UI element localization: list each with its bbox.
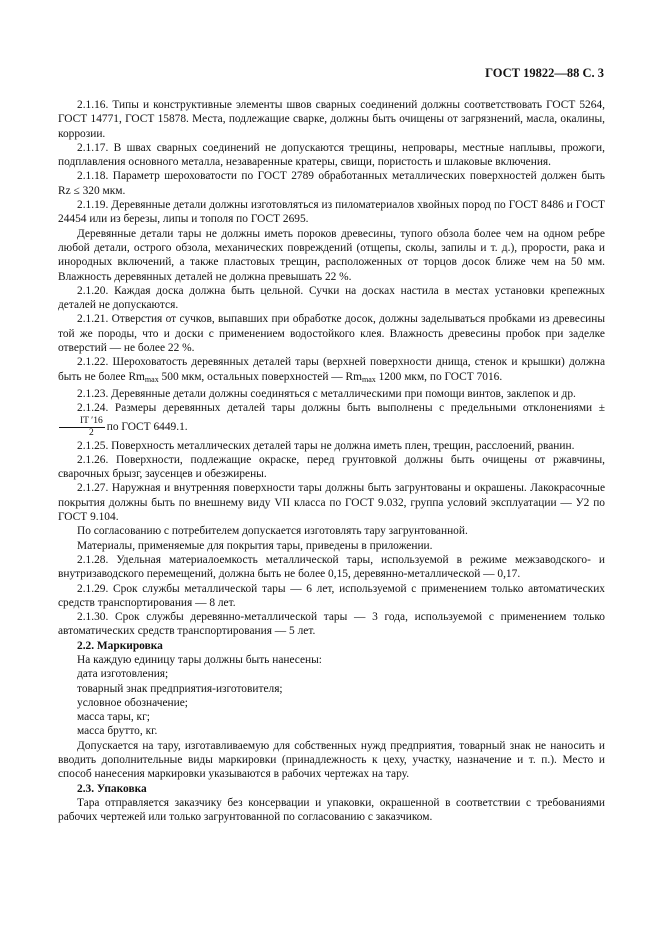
clause-2-1-22-text-1: 2.1.22. Шероховатость деревянных деталей тары (верхней поверхности днища, стенок и крышки) должна быть не более Rm — [58, 356, 605, 383]
clause-2-1-24-standard: по ГОСТ 6449.1. — [106, 420, 188, 433]
document-body — [58, 98, 605, 825]
marking-item: товарный знак предприятия-изготовителя; — [77, 682, 283, 695]
max-subscript: max — [361, 374, 376, 384]
clause-2-1-22 — [58, 355, 605, 387]
marking-item: масса тары, кг; — [77, 711, 150, 724]
fraction-numerator: IT ′16 — [59, 416, 105, 428]
clause-2-1-27-primed-option: По согласованию с потребителем допускается изготовлять тару загрунтованной. — [77, 525, 468, 538]
clause-2-1-21: 2.1.21. Отверстия от сучков, выпавших при обработке досок, должны заделываться пробками из древесины той же породы, что и доски с применением водостойкого клея. Влажность древесины пробок при заделке отверстий — не более 22 %. — [58, 313, 605, 355]
clause-2-1-19-defects: Деревянные детали тары не должны иметь пороков древесины, тупого обзола более чем на одном ребре любой детали, острого обзола, механических повреждений (отщепы, сколы, запилы и т. д.), прорости, рака и инородных включений, а также пластовых трещин, расположенных от торцов досок ближе чем на 50 мм. Влажность деревянных деталей не должна превышать 22 %. — [58, 227, 605, 283]
clause-2-1-23: 2.1.23. Деревянные детали должны соединяться с металлическими при помощи винтов, заклепок и др. — [77, 387, 576, 400]
section-2-3-heading: 2.3. Упаковка — [77, 782, 147, 795]
clause-2-1-24 — [58, 401, 605, 438]
packaging-text: Тара отправляется заказчику без консервации и упаковки, окрашенной в соответствии с требованиями рабочих чертежей или только загрунтованной по согласованию с заказчиком. — [58, 796, 605, 824]
max-subscript: max — [144, 374, 159, 384]
clause-2-1-30: 2.1.30. Срок службы деревянно-металлической тары — 3 года, используемой с применением только автоматических средств транспортирования — 5 лет. — [58, 611, 605, 638]
marking-intro: На каждую единицу тары должны быть нанесены: — [77, 653, 322, 666]
clause-2-1-25: 2.1.25. Поверхность металлических деталей тары не должна иметь плен, трещин, расслоений, рванин. — [77, 439, 575, 452]
clause-2-1-18: 2.1.18. Параметр шероховатости по ГОСТ 2789 обработанных металлических поверхностей должен быть Rz ≤ 320 мкм. — [58, 170, 605, 197]
clause-2-1-27-materials: Материалы, применяемые для покрытия тары, приведены в приложении. — [77, 539, 433, 552]
clause-2-1-29: 2.1.29. Срок службы металлической тары — 6 лет, используемой с применением только автоматических средств транспортирования — 8 лет. — [58, 582, 605, 609]
clause-2-1-28: 2.1.28. Удельная материалоемкость металлической тары, используемой в режиме межзаводского- и внутризаводского перемещений, должна быть не более 0,15, деревянно-металлической — 0,17. — [58, 553, 605, 581]
page-header: ГОСТ 19822—88 С. 3 — [485, 66, 604, 80]
clause-2-1-17: 2.1.17. В швах сварных соединений не допускаются трещины, непровары, местные наплывы, прожоги, подплавления основного металла, незаваренные кратеры, свищи, пористость и шлаковые включения. — [58, 141, 605, 169]
marking-item: условное обозначение; — [77, 696, 188, 709]
marking-item: дата изготовления; — [77, 668, 169, 681]
marking-item: масса брутто, кг. — [77, 725, 158, 738]
clause-2-1-27: 2.1.27. Наружная и внутренняя поверхности тары должны быть загрунтованы и окрашены. Лакокрасочные покрытия должны быть по внешнему виду VII класса по ГОСТ 9.032, группа условий эксплуатации — У2 по ГОСТ 9.104. — [58, 482, 605, 524]
clause-2-1-16: 2.1.16. Типы и конструктивные элементы швов сварных соединений должны соответствовать ГОСТ 5264, ГОСТ 14771, ГОСТ 15878. Места, подлежащие сварке, должны быть очищены от загрязнений, масла, окалины, коррозии. — [58, 99, 605, 140]
marking-note: Допускается на тару, изготавливаемую для собственных нужд предприятия, товарный знак не наносить и вводить дополнительные виды маркировки (принадлежность к цеху, участку, назначение и т. п.). Место и способ нанесения маркировки указываются в рабочих чертежах на тару. — [58, 739, 605, 781]
clause-2-1-22-text-2: 500 мкм, остальных поверхностей — Rm — [158, 370, 362, 383]
clause-2-1-26: 2.1.26. Поверхности, подлежащие окраске, перед грунтовкой должны быть очищены от ржавчины, сварочных брызг, заусенцев и обезжирены. — [58, 453, 605, 481]
clause-2-1-20: 2.1.20. Каждая доска должна быть цельной. Сучки на досках настила в местах установки крепежных деталей не допускаются. — [58, 284, 605, 312]
clause-2-1-22-text-3: 1200 мкм, по ГОСТ 7016. — [375, 370, 503, 383]
clause-2-1-24-text: 2.1.24. Размеры деревянных деталей тары должны быть выполнены с предельными отклонениями ± — [77, 402, 605, 415]
clause-2-1-19: 2.1.19. Деревянные детали должны изготовляться из пиломатериалов хвойных пород по ГОСТ 8486 и ГОСТ 24454 или из березы, липы и тополя по ГОСТ 2695. — [58, 199, 605, 226]
tolerance-fraction — [59, 416, 105, 439]
fraction-denominator: 2 — [89, 427, 94, 438]
section-2-2-heading: 2.2. Маркировка — [77, 639, 163, 652]
